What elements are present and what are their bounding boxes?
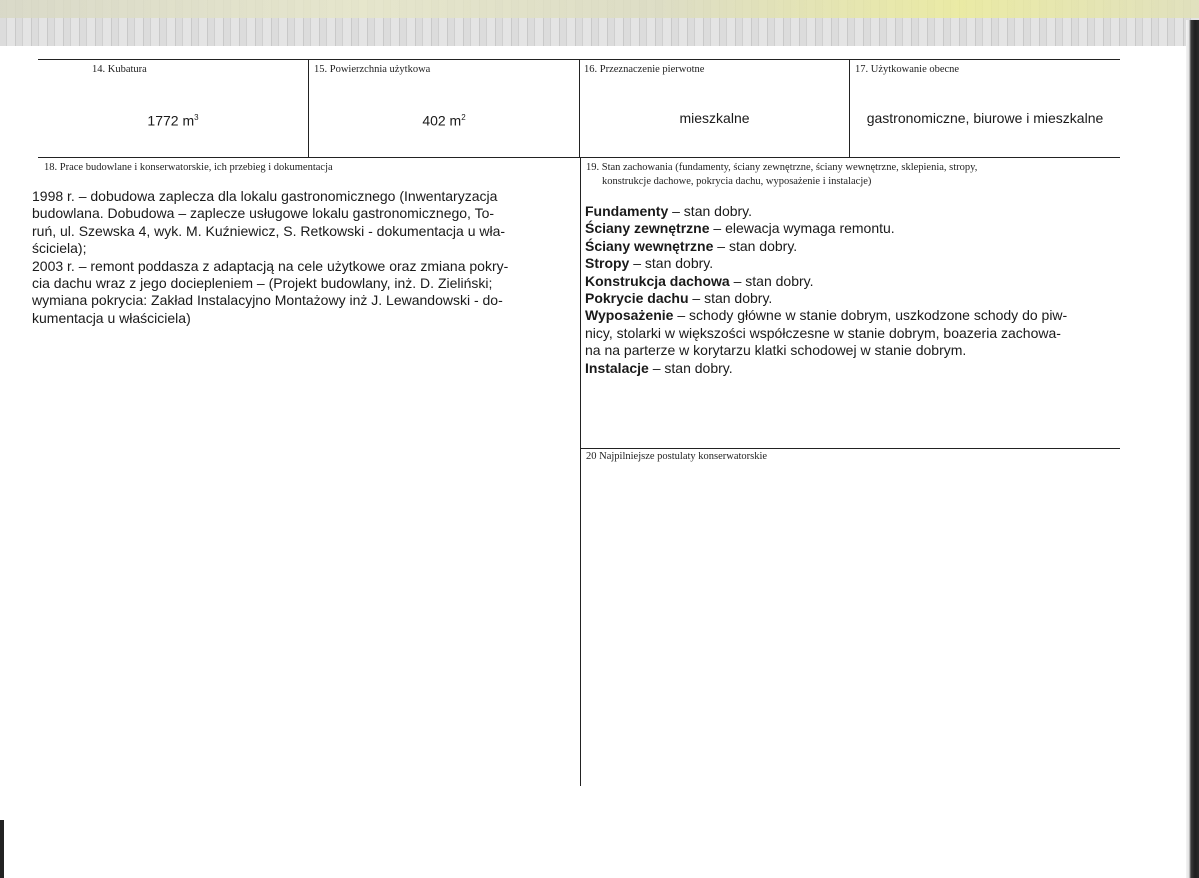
f19-text: – stan dobry. xyxy=(713,237,798,254)
f19-term: Wyposażenie xyxy=(585,307,674,324)
f16-value: mieszkalne xyxy=(679,110,750,126)
f19-label-line2: konstrukcje dachowe, pokrycia dachu, wyposażenie i instalacje) xyxy=(602,176,872,187)
f15-unit-sup: 2 xyxy=(461,113,466,122)
f20-label: 20 Najpilniejsze postulaty konserwatorskie xyxy=(586,451,768,462)
f17-label: 17. Użytkowanie obecne xyxy=(855,64,960,75)
f19-text: – stan dobry. xyxy=(648,359,733,376)
row1-bottom-rule xyxy=(38,157,1120,158)
f19-text: – schody główne w stanie dobrym, uszkodzone schody do piw- xyxy=(673,307,1068,324)
f18-line: wymiana pokrycia: Zakład Instalacyjno Montażowy inż J. Lewandowski - do- xyxy=(32,292,503,309)
f19-term: Stropy xyxy=(585,255,630,272)
f19-continuation: nicy, stolarki w większości współczesne w stanie dobrym, boazeria zachowa- xyxy=(585,324,1061,341)
f19-text: – stan dobry. xyxy=(668,203,753,219)
f18-line: 1998 r. – dobudowa zaplecza dla lokalu gastronomicznego (Inwentaryzacja xyxy=(32,188,498,204)
f19-item xyxy=(585,220,1125,237)
f19-item xyxy=(585,238,1125,255)
f14-label: 14. Kubatura xyxy=(92,64,147,75)
f19-term: Konstrukcja dachowa xyxy=(585,272,730,289)
f19-text: – stan dobry. xyxy=(688,290,773,307)
f19-continuation: na na parterze w korytarzu klatki schodowej w stanie dobrym. xyxy=(585,342,967,359)
f19-term: Ściany zewnętrzne xyxy=(585,220,710,237)
f19-text: – stan dobry. xyxy=(629,255,714,272)
f19-item xyxy=(585,360,1125,377)
f19-body xyxy=(585,203,1125,377)
f19-term: Instalacje xyxy=(585,359,649,376)
col-divider-16 xyxy=(579,59,580,157)
f19-item xyxy=(585,273,1125,290)
f15-value xyxy=(309,110,579,129)
f14-value xyxy=(38,110,308,129)
f15-label: 15. Powierzchnia użytkowa xyxy=(314,64,431,75)
f18-line: ściciela); xyxy=(32,240,87,257)
f14-unit-sup: 3 xyxy=(194,113,199,122)
scan-right-edge xyxy=(1186,20,1199,878)
col-divider-17 xyxy=(849,59,850,157)
f18-line: ruń, ul. Szewska 4, wyk. M. Kuźniewicz, S. Retkowski - dokumentacja u wła- xyxy=(32,222,506,239)
f19-text: – stan dobry. xyxy=(729,272,814,289)
f19-item xyxy=(585,307,1125,324)
f19-item xyxy=(585,203,1125,220)
f19-text: – elewacja wymaga remontu. xyxy=(709,220,895,237)
col-divider-main xyxy=(580,157,581,786)
f16-label: 16. Przeznaczenie pierwotne xyxy=(584,64,705,75)
f20-top-rule xyxy=(580,448,1120,449)
f15-value-text: 402 m xyxy=(422,112,462,129)
scan-left-edge xyxy=(0,820,4,878)
f19-term: Fundamenty xyxy=(585,203,669,219)
f19-item xyxy=(585,290,1125,307)
f17-value: gastronomiczne, biurowe i mieszkalne xyxy=(866,110,1104,126)
f18-line: kumentacja u właściciela) xyxy=(32,309,191,326)
f14-value-text: 1772 m xyxy=(147,112,195,129)
f18-line: budowlana. Dobudowa – zaplecze usługowe lokalu gastronomicznego, To- xyxy=(32,205,495,222)
scan-strip xyxy=(0,0,1199,18)
scan-top-border xyxy=(0,0,1199,46)
f19-label-line1: 19. Stan zachowania (fundamenty, ściany zewnętrzne, ściany wewnętrzne, sklepienia, stropy, xyxy=(586,162,978,173)
f18-body xyxy=(32,188,572,327)
f18-label: 18. Prace budowlane i konserwatorskie, ich przebieg i dokumentacja xyxy=(44,162,333,173)
f18-line: cia dachu wraz z jego dociepleniem – (Projekt budowlany, inż. D. Zieliński; xyxy=(32,275,493,292)
f19-term: Pokrycie dachu xyxy=(585,290,689,307)
f18-line: 2003 r. – remont poddasza z adaptacją na cele użytkowe oraz zmiana pokry- xyxy=(32,257,509,274)
col-divider-15 xyxy=(308,59,309,157)
f19-item xyxy=(585,255,1125,272)
f19-term: Ściany wewnętrzne xyxy=(585,237,714,254)
